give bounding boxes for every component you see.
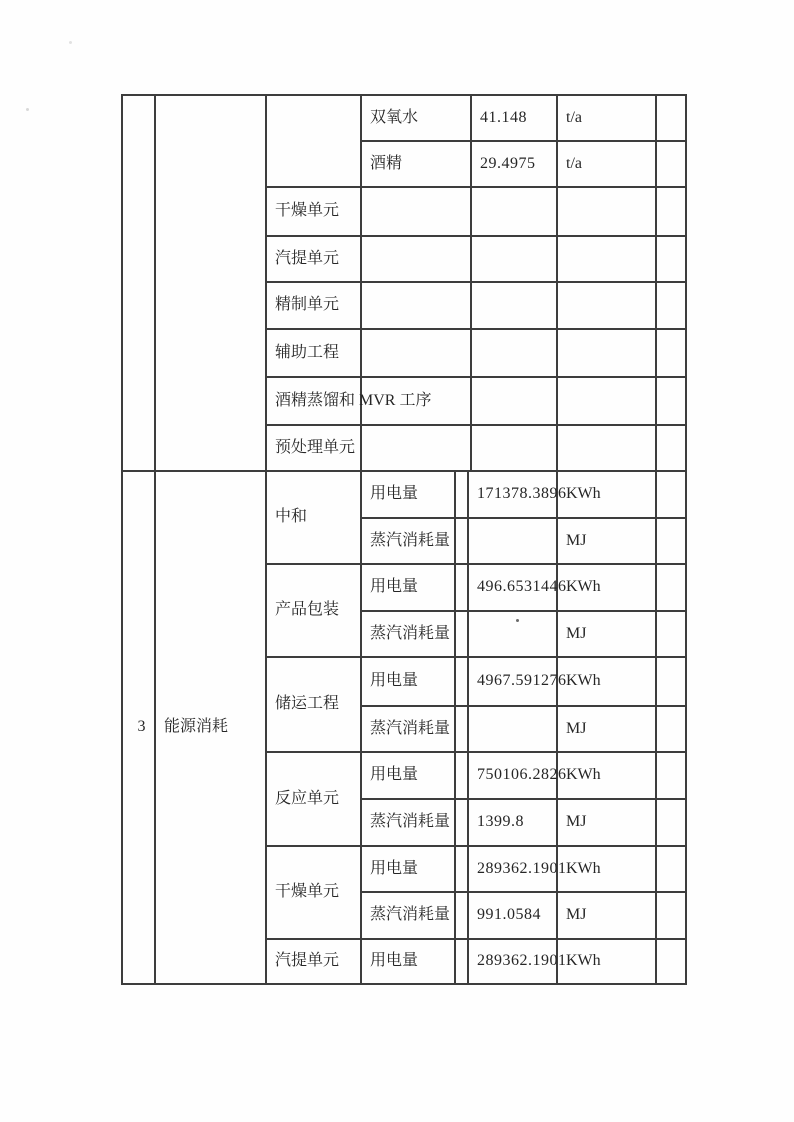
spacer-cell [455, 799, 468, 846]
empty-cell [361, 187, 471, 236]
spacer-cell [455, 518, 468, 564]
scan-speck [69, 41, 72, 44]
group-name-cell: 中和 [266, 471, 361, 564]
unit-name-cell: 汽提单元 [266, 236, 361, 282]
spacer-cell [455, 471, 468, 518]
unit-cell: KWh [557, 657, 656, 706]
material-value-cell: 41.148 [471, 95, 557, 141]
empty-cell [656, 752, 686, 799]
materials-consumption-table [121, 94, 687, 472]
scan-speck [26, 108, 29, 111]
value-cell: 991.0584 [468, 892, 557, 939]
empty-cell [471, 236, 557, 282]
table-row [122, 471, 686, 518]
unit-cell: KWh [557, 846, 656, 892]
empty-cell [656, 892, 686, 939]
group-name-cell: 产品包装 [266, 564, 361, 657]
empty-cell [656, 564, 686, 611]
empty-cell [656, 282, 686, 329]
group-name-cell: 汽提单元 [266, 939, 361, 984]
empty-cell [361, 425, 471, 471]
empty-cell [471, 329, 557, 377]
material-unit-cell: t/a [557, 95, 656, 141]
empty-cell [656, 799, 686, 846]
metric-cell: 用电量 [361, 471, 455, 518]
value-cell: 289362.1901 [468, 846, 557, 892]
empty-cell [656, 706, 686, 752]
empty-cell [656, 141, 686, 187]
empty-cell [656, 518, 686, 564]
section-index-cell: 3 [122, 471, 155, 984]
metric-cell: 蒸汽消耗量 [361, 799, 455, 846]
value-cell: 289362.1901 [468, 939, 557, 984]
unit-name-cell: 酒精蒸馏和 MVR 工序 [266, 377, 361, 425]
metric-cell: 用电量 [361, 564, 455, 611]
spacer-cell [455, 752, 468, 799]
empty-cell [557, 187, 656, 236]
empty-cell [656, 611, 686, 657]
value-cell [468, 611, 557, 657]
group-name-cell: 反应单元 [266, 752, 361, 846]
metric-cell: 用电量 [361, 657, 455, 706]
spacer-cell [455, 657, 468, 706]
unit-cell: MJ [557, 518, 656, 564]
value-cell: 4967.591276 [468, 657, 557, 706]
unit-name-cell: 辅助工程 [266, 329, 361, 377]
metric-cell: 蒸汽消耗量 [361, 518, 455, 564]
scan-speck [516, 619, 519, 622]
value-cell [468, 706, 557, 752]
empty-cell [656, 236, 686, 282]
value-cell: 171378.3896 [468, 471, 557, 518]
group-name-cell: 储运工程 [266, 657, 361, 752]
value-cell: 496.6531446 [468, 564, 557, 611]
unit-cell: MJ [557, 799, 656, 846]
empty-cell [656, 95, 686, 141]
empty-cell [557, 377, 656, 425]
empty-cell [557, 425, 656, 471]
material-value-cell: 29.4975 [471, 141, 557, 187]
empty-cell [656, 329, 686, 377]
row-index-cell-empty [122, 95, 155, 471]
spacer-cell [455, 892, 468, 939]
unit-cell: KWh [557, 939, 656, 984]
unit-cell: KWh [557, 752, 656, 799]
group-name-cell: 干燥单元 [266, 846, 361, 939]
section-category-cell: 能源消耗 [155, 471, 266, 984]
spacer-cell [455, 939, 468, 984]
material-unit-cell: t/a [557, 141, 656, 187]
metric-cell: 用电量 [361, 846, 455, 892]
unit-name-cell: 干燥单元 [266, 187, 361, 236]
unit-name-cell: 精制单元 [266, 282, 361, 329]
empty-cell [557, 236, 656, 282]
metric-cell: 蒸汽消耗量 [361, 706, 455, 752]
spacer-cell [455, 611, 468, 657]
metric-cell: 用电量 [361, 939, 455, 984]
unit-name-cell-empty [266, 95, 361, 187]
empty-cell [361, 236, 471, 282]
empty-cell [656, 425, 686, 471]
unit-cell: MJ [557, 892, 656, 939]
table-row [122, 95, 686, 141]
empty-cell [656, 377, 686, 425]
empty-cell [471, 187, 557, 236]
empty-cell [471, 282, 557, 329]
material-name-cell: 酒精 [361, 141, 471, 187]
spacer-cell [455, 564, 468, 611]
unit-cell: KWh [557, 471, 656, 518]
empty-cell [361, 282, 471, 329]
metric-cell: 用电量 [361, 752, 455, 799]
energy-consumption-table [121, 470, 687, 985]
unit-cell: MJ [557, 706, 656, 752]
unit-cell: KWh [557, 564, 656, 611]
empty-cell [361, 329, 471, 377]
metric-cell: 蒸汽消耗量 [361, 892, 455, 939]
empty-cell [557, 329, 656, 377]
empty-cell [656, 657, 686, 706]
metric-cell: 蒸汽消耗量 [361, 611, 455, 657]
material-name-cell: 双氧水 [361, 95, 471, 141]
empty-cell [656, 187, 686, 236]
empty-cell [656, 846, 686, 892]
empty-cell [471, 377, 557, 425]
empty-cell [656, 471, 686, 518]
unit-name-cell: 预处理单元 [266, 425, 361, 471]
value-cell: 1399.8 [468, 799, 557, 846]
empty-cell [656, 939, 686, 984]
category-cell-empty [155, 95, 266, 471]
empty-cell [471, 425, 557, 471]
empty-cell [557, 282, 656, 329]
spacer-cell [455, 846, 468, 892]
value-cell [468, 518, 557, 564]
value-cell: 750106.2826 [468, 752, 557, 799]
spacer-cell [455, 706, 468, 752]
unit-cell: MJ [557, 611, 656, 657]
